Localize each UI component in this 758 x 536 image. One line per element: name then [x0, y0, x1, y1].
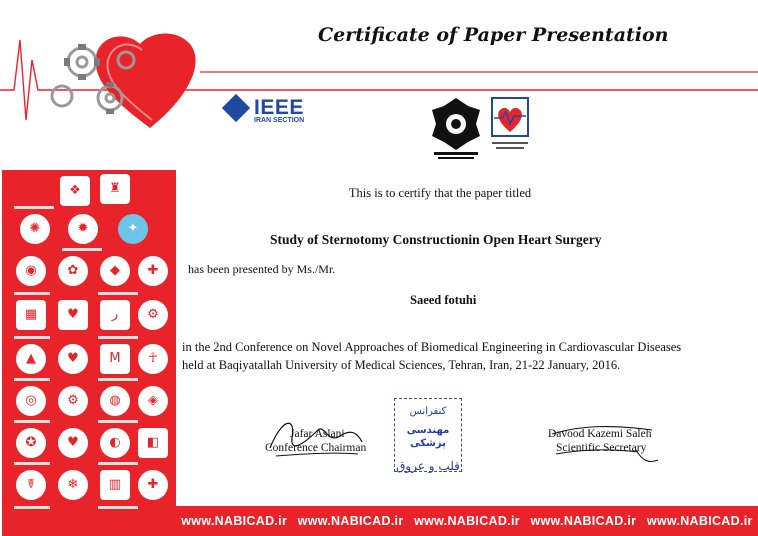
partner-emblem-icon: ❖ [60, 176, 90, 206]
footer-website-link[interactable]: www.NABICAD.ir [181, 514, 288, 528]
conference-line-2: held at Baqiyatallah University of Medical Sciences, Tehran, Iran, 21-22 January, 2016. [182, 358, 621, 372]
partner-emblem-icon: ✿ [58, 256, 88, 286]
partner-emblem-icon: ▦ [16, 300, 46, 330]
footer-website-link[interactable]: www.NABICAD.ir [530, 514, 637, 528]
paper-title: Study of Sternotomy Constructionin Open Heart Surgery [270, 232, 602, 247]
partner-emblem-icon: ✹ [68, 214, 98, 244]
partner-emblem-icon: M [100, 344, 130, 374]
university-emblem-icon [428, 96, 484, 162]
chairman-name: Jafar Aslani [290, 428, 345, 440]
conference-line-1: in the 2nd Conference on Novel Approaches of Biomedical Engineering in Cardiovascular Diseases [182, 340, 682, 354]
partner-emblem-icon: ▥ [100, 470, 130, 500]
partner-emblem-icon: ▲ [16, 344, 46, 374]
partner-emblem-icon: ♥ [58, 344, 88, 374]
partner-emblem-icon: ✚ [138, 470, 168, 500]
partner-emblem-icon: ◈ [138, 386, 168, 416]
partner-emblem-icon: ♥ [58, 300, 88, 330]
partner-emblem-icon: ✪ [16, 428, 46, 458]
footer-website-link[interactable]: www.NABICAD.ir [646, 514, 753, 528]
partner-emblem-icon: ◍ [100, 386, 130, 416]
partner-emblem-icon: ♜ [100, 174, 130, 204]
secretary-role: Scientific Secretary [556, 442, 647, 454]
heart-center-emblem-icon [488, 96, 532, 162]
partner-emblem-icon: ♥ [58, 428, 88, 458]
partner-emblem-icon: ✚ [138, 256, 168, 286]
sponsor-logo-sidebar [2, 170, 176, 536]
partner-emblem-icon: ر [100, 300, 130, 330]
certify-statement: This is to certify that the paper titled [348, 186, 532, 200]
ieee-logo [226, 96, 306, 130]
partner-emblem-icon: ◐ [100, 428, 130, 458]
ieee-diamond-icon [222, 94, 250, 122]
ieee-logo-label: IEEE [254, 96, 304, 119]
partner-emblem-icon: ⚙ [58, 386, 88, 416]
partner-emblem-icon: ✺ [20, 214, 50, 244]
partner-emblem-icon: ◉ [16, 256, 46, 286]
presented-by-label: has been presented by Ms./Mr. [188, 262, 336, 276]
partner-emblem-icon: ⚙ [138, 300, 168, 330]
footer-website-link[interactable]: www.NABICAD.ir [414, 514, 520, 528]
footer-url-band [176, 506, 758, 536]
presenter-name: Saeed fotuhi [410, 293, 477, 307]
footer-website-link[interactable]: www.NABICAD.ir [297, 514, 404, 528]
chairman-role: Conference Chairman [265, 442, 367, 454]
conference-stamp [394, 398, 462, 472]
partner-emblem-icon: ☥ [138, 344, 168, 374]
partner-emblem-icon: ◎ [16, 386, 46, 416]
stamp-line-2: مهندسی پزشکی [406, 425, 450, 449]
stamp-line-1: کنفرانس [409, 406, 447, 417]
ieee-section-label: IRAN SECTION [254, 117, 305, 124]
partner-emblem-icon: ✦ [118, 214, 148, 244]
stamp-line-3: قلب و عروق [396, 459, 460, 473]
partner-emblem-icon: ❄ [58, 470, 88, 500]
certificate-title: Certificate of Paper Presentation [318, 24, 669, 46]
partner-emblem-icon: ☤ [16, 470, 46, 500]
partner-emblem-icon: ◆ [100, 256, 130, 286]
partner-emblem-icon: ◧ [138, 428, 168, 458]
secretary-name: Davood Kazemi Saleh [548, 428, 652, 440]
